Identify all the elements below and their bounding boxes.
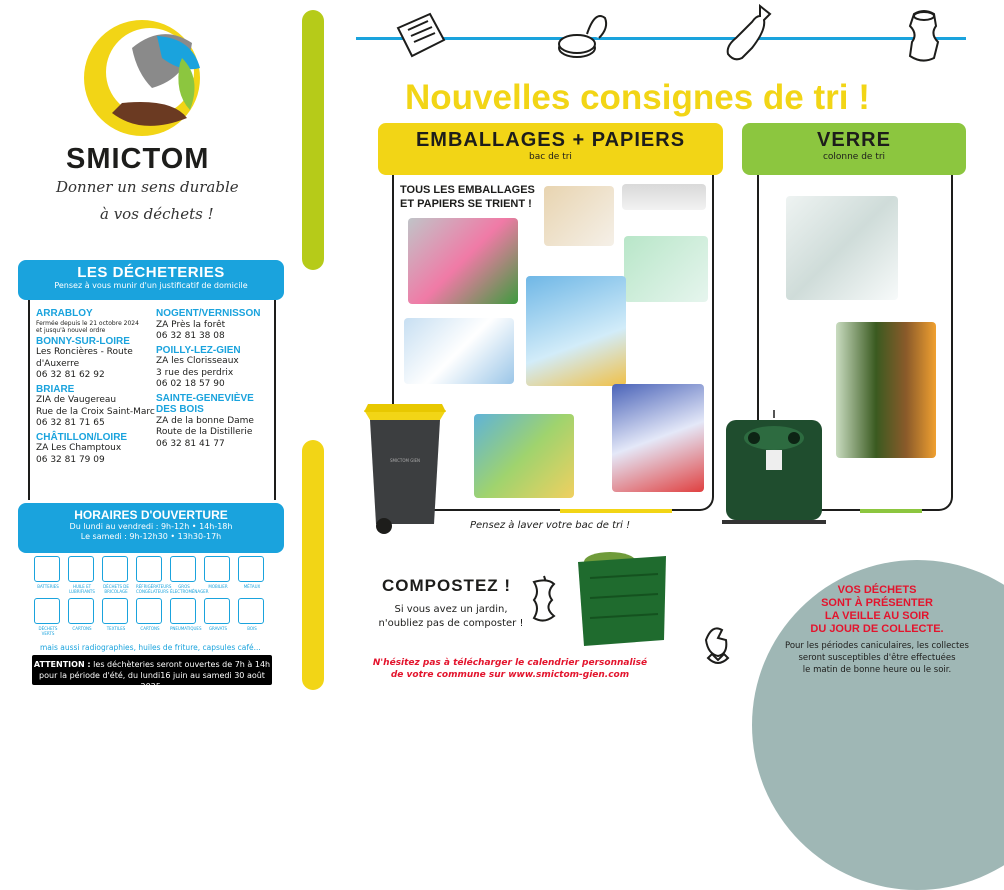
- green-underline: [860, 509, 922, 513]
- icon-label: MÉTAUX: [243, 584, 261, 589]
- verre-subtitle: colonne de tri: [822, 152, 886, 162]
- tous-line-2: ET PAPIERS SE TRIENT !: [400, 198, 532, 210]
- brand-name: SMICTOM: [66, 143, 210, 175]
- download-line-1: N'hésitez pas à télécharger le calendrier personnalisé: [372, 658, 648, 668]
- icon-frame: [102, 556, 128, 582]
- decheterie-note: Fermée depuis le 21 octobre 2024: [36, 319, 139, 327]
- newspapers-image: [622, 184, 706, 210]
- emballages-subtitle: bac de tri: [529, 152, 572, 162]
- smictom-logo: [62, 18, 222, 148]
- attention-notice: [32, 655, 272, 691]
- decheterie-name: BRIARE: [36, 383, 75, 395]
- decheterie-note: et jusqu'à nouvel ordre: [36, 326, 106, 334]
- decheterie-address: 3 rue des perdrix: [156, 367, 234, 378]
- decheterie-name: BONNY-SUR-LOIRE: [36, 335, 130, 347]
- horaires-title: HORAIRES D'OUVERTURE: [74, 508, 228, 522]
- decheteries-left-column: [36, 306, 160, 466]
- decheterie-name: POILLY-LEZ-GIEN: [156, 344, 241, 356]
- box-icon: [136, 598, 164, 631]
- icon-frame: [68, 556, 94, 582]
- decheterie-phone: 06 32 81 62 92: [36, 370, 105, 380]
- plastic-bags-image: [624, 236, 708, 302]
- eggshell-icon: [698, 620, 738, 670]
- icon-label: BOIS: [247, 626, 257, 631]
- yellow-divider: [302, 440, 324, 690]
- washer-icon: [170, 556, 209, 594]
- canicule-line-2: seront susceptibles d'être effectuées: [798, 653, 956, 663]
- green-divider: [302, 10, 324, 270]
- icon-frame: [136, 598, 162, 624]
- collecte-line-2: SONT À PRÉSENTER: [821, 597, 933, 609]
- icon-frame: [170, 598, 196, 624]
- horaires-box: [18, 503, 284, 553]
- laver-bac-text: Pensez à laver votre bac de tri !: [470, 520, 631, 531]
- horaires-saturday: Le samedi : 9h-12h30 • 13h30-17h: [80, 532, 222, 541]
- detergent-bottles-image: [612, 384, 704, 492]
- also-accepted-text: mais aussi radiographies, huiles de friture, capsules café...: [40, 643, 261, 652]
- compost-line-1: Si vous avez un jardin,: [394, 604, 508, 615]
- can-icon: [555, 8, 615, 60]
- icon-frame: [102, 598, 128, 624]
- composter-image: [570, 548, 672, 648]
- icon-label: GROS ÉLECTROMÉNAGER: [170, 584, 209, 594]
- decheterie-phone: 06 32 81 38 08: [156, 331, 225, 341]
- bike-icon: [238, 556, 266, 589]
- wood-icon: [238, 598, 266, 631]
- decheterie-phone: 06 32 81 71 65: [36, 418, 105, 428]
- icon-label: DÉCHETS DE BRICOLAGE: [103, 584, 129, 594]
- glass-jars-image: [786, 196, 898, 300]
- tous-line-1: TOUS LES EMBALLAGES: [400, 184, 535, 196]
- plastic-wrappers-image: [404, 318, 514, 384]
- decheterie-address: Route de la Distillerie: [156, 427, 253, 437]
- attention-text-2: pour la période d'été, du lundi16 juin au samedi 30 août 2025.: [39, 671, 265, 691]
- cans-and-bottles-image: [408, 218, 518, 304]
- horaires-weekday: Du lundi au vendredi : 9h-12h • 14h-18h: [69, 522, 233, 531]
- plastic-bottles-image: [526, 276, 626, 386]
- canicule-text: [762, 640, 992, 676]
- collecte-title: [762, 584, 992, 636]
- slogan-line-1: Donner un sens durable: [56, 178, 239, 196]
- textile-icon: [102, 598, 130, 631]
- icon-frame: [204, 598, 230, 624]
- paint-icon: [102, 556, 130, 594]
- yellow-underline: [560, 509, 672, 513]
- bottle-icon: [722, 2, 778, 62]
- icon-frame: [238, 598, 264, 624]
- compost-title: COMPOSTEZ !: [382, 576, 512, 595]
- decheterie-address: ZIA de Vaugereau: [36, 395, 117, 405]
- decheteries-subtitle: Pensez à vous munir d'un justificatif de domicile: [54, 281, 248, 290]
- decheterie-address: ZA Près la forêt: [156, 319, 226, 330]
- icon-label: GRAVATS: [208, 626, 228, 631]
- decheterie-phone: 06 32 81 41 77: [156, 438, 225, 449]
- cardboard-icon: [68, 598, 96, 631]
- decheterie-name: CHÂTILLON/LOIRE: [36, 431, 128, 443]
- canicule-line-3: le matin de bonne heure ou le soir.: [802, 665, 952, 675]
- attention-label: ATTENTION :: [33, 660, 91, 669]
- icon-frame: [68, 598, 94, 624]
- emballages-title: EMBALLAGES + PAPIERS: [415, 129, 686, 151]
- compost-text: [366, 603, 536, 631]
- tous-emballages-text: [400, 183, 535, 211]
- decheterie-phone: 06 02 18 57 90: [156, 379, 225, 389]
- decheterie-phone: 06 32 81 79 09: [36, 454, 105, 465]
- canicule-line-1: Pour les périodes caniculaires, les collectes: [785, 641, 969, 651]
- collecte-line-1: VOS DÉCHETS: [837, 584, 917, 596]
- yellow-lid-bin-image: [360, 398, 450, 538]
- download-line-2: de votre commune sur www.smictom-gien.com: [390, 670, 630, 680]
- icon-label: RÉFRIGÉRATEURS CONGÉLATEURS: [136, 584, 172, 594]
- decheterie-address: ZA les Clorisseaux: [156, 356, 239, 366]
- icon-frame: [34, 598, 60, 624]
- svg-text:SMICTOM GIEN: SMICTOM GIEN: [389, 458, 421, 463]
- compost-line-2: n'oubliez pas de composter !: [378, 618, 524, 629]
- decheterie-address: Les Roncières - Route: [36, 347, 133, 357]
- decheterie-address: Rue de la Croix Saint-Marc: [36, 406, 155, 417]
- verre-title: VERRE: [817, 129, 891, 151]
- apple-core-icon: [524, 572, 564, 628]
- icon-label: PNEUMATIQUES: [170, 626, 202, 631]
- newspaper-icon: [392, 10, 448, 60]
- rubble-icon: [204, 598, 232, 631]
- decheterie-name: NOGENT/VERNISSON: [156, 308, 261, 319]
- icon-frame: [34, 556, 60, 582]
- decheterie-address: d'Auxerre: [36, 358, 80, 369]
- icon-label: TEXTILES: [106, 626, 126, 631]
- icon-frame: [238, 556, 264, 582]
- tyre-icon: [170, 598, 202, 631]
- magazines-image: [474, 414, 574, 498]
- verre-tab: [742, 123, 966, 175]
- decheterie-address: ZA de la bonne Dame: [156, 415, 254, 426]
- icon-label: BATTERIES: [37, 584, 59, 589]
- icon-label: MOBILIER: [208, 584, 228, 589]
- cardboard-box-image: [544, 186, 614, 246]
- decheteries-title: LES DÉCHETERIES: [77, 264, 225, 281]
- decheteries-list: [28, 300, 276, 500]
- icon-frame: [136, 556, 162, 582]
- crushed-can-icon: [900, 6, 950, 64]
- icon-label: CARTONS: [72, 626, 92, 631]
- icon-label: CARTONS: [140, 626, 160, 631]
- icon-frame: [170, 556, 196, 582]
- icon-frame: [204, 556, 230, 582]
- emballages-tab: [378, 123, 723, 175]
- glass-bottles-image: [836, 322, 936, 458]
- decheteries-right-column: [156, 306, 274, 450]
- decheterie-name: SAINTE-GENEVIÈVE DES BOIS: [156, 392, 254, 415]
- furniture-icon: [204, 556, 232, 589]
- attention-text-1: les déchèteries seront ouvertes de 7h à 14h: [90, 660, 271, 669]
- glass-container-image: [722, 410, 826, 526]
- decheterie-name: ARRABLOY: [36, 308, 93, 319]
- download-calendar-text: [360, 657, 660, 681]
- oil-icon: [68, 556, 96, 594]
- battery-icon: [34, 556, 62, 589]
- headline: Nouvelles consignes de tri !: [405, 78, 870, 117]
- decheteries-header: [18, 260, 284, 300]
- appliance-icon: [136, 556, 172, 594]
- icon-label: DÉCHETS VERTS: [38, 626, 58, 636]
- accepted-waste-icons: [34, 556, 270, 641]
- collecte-line-3: LA VEILLE AU SOIR: [824, 610, 930, 622]
- decheterie-address: ZA Les Champtoux: [36, 443, 122, 453]
- slogan-line-2: à vos déchets !: [100, 205, 214, 223]
- green-waste-icon: [34, 598, 62, 636]
- collecte-line-4: DU JOUR DE COLLECTE.: [810, 623, 944, 635]
- icon-label: HUILE ET LUBRIFIANTS: [69, 584, 95, 594]
